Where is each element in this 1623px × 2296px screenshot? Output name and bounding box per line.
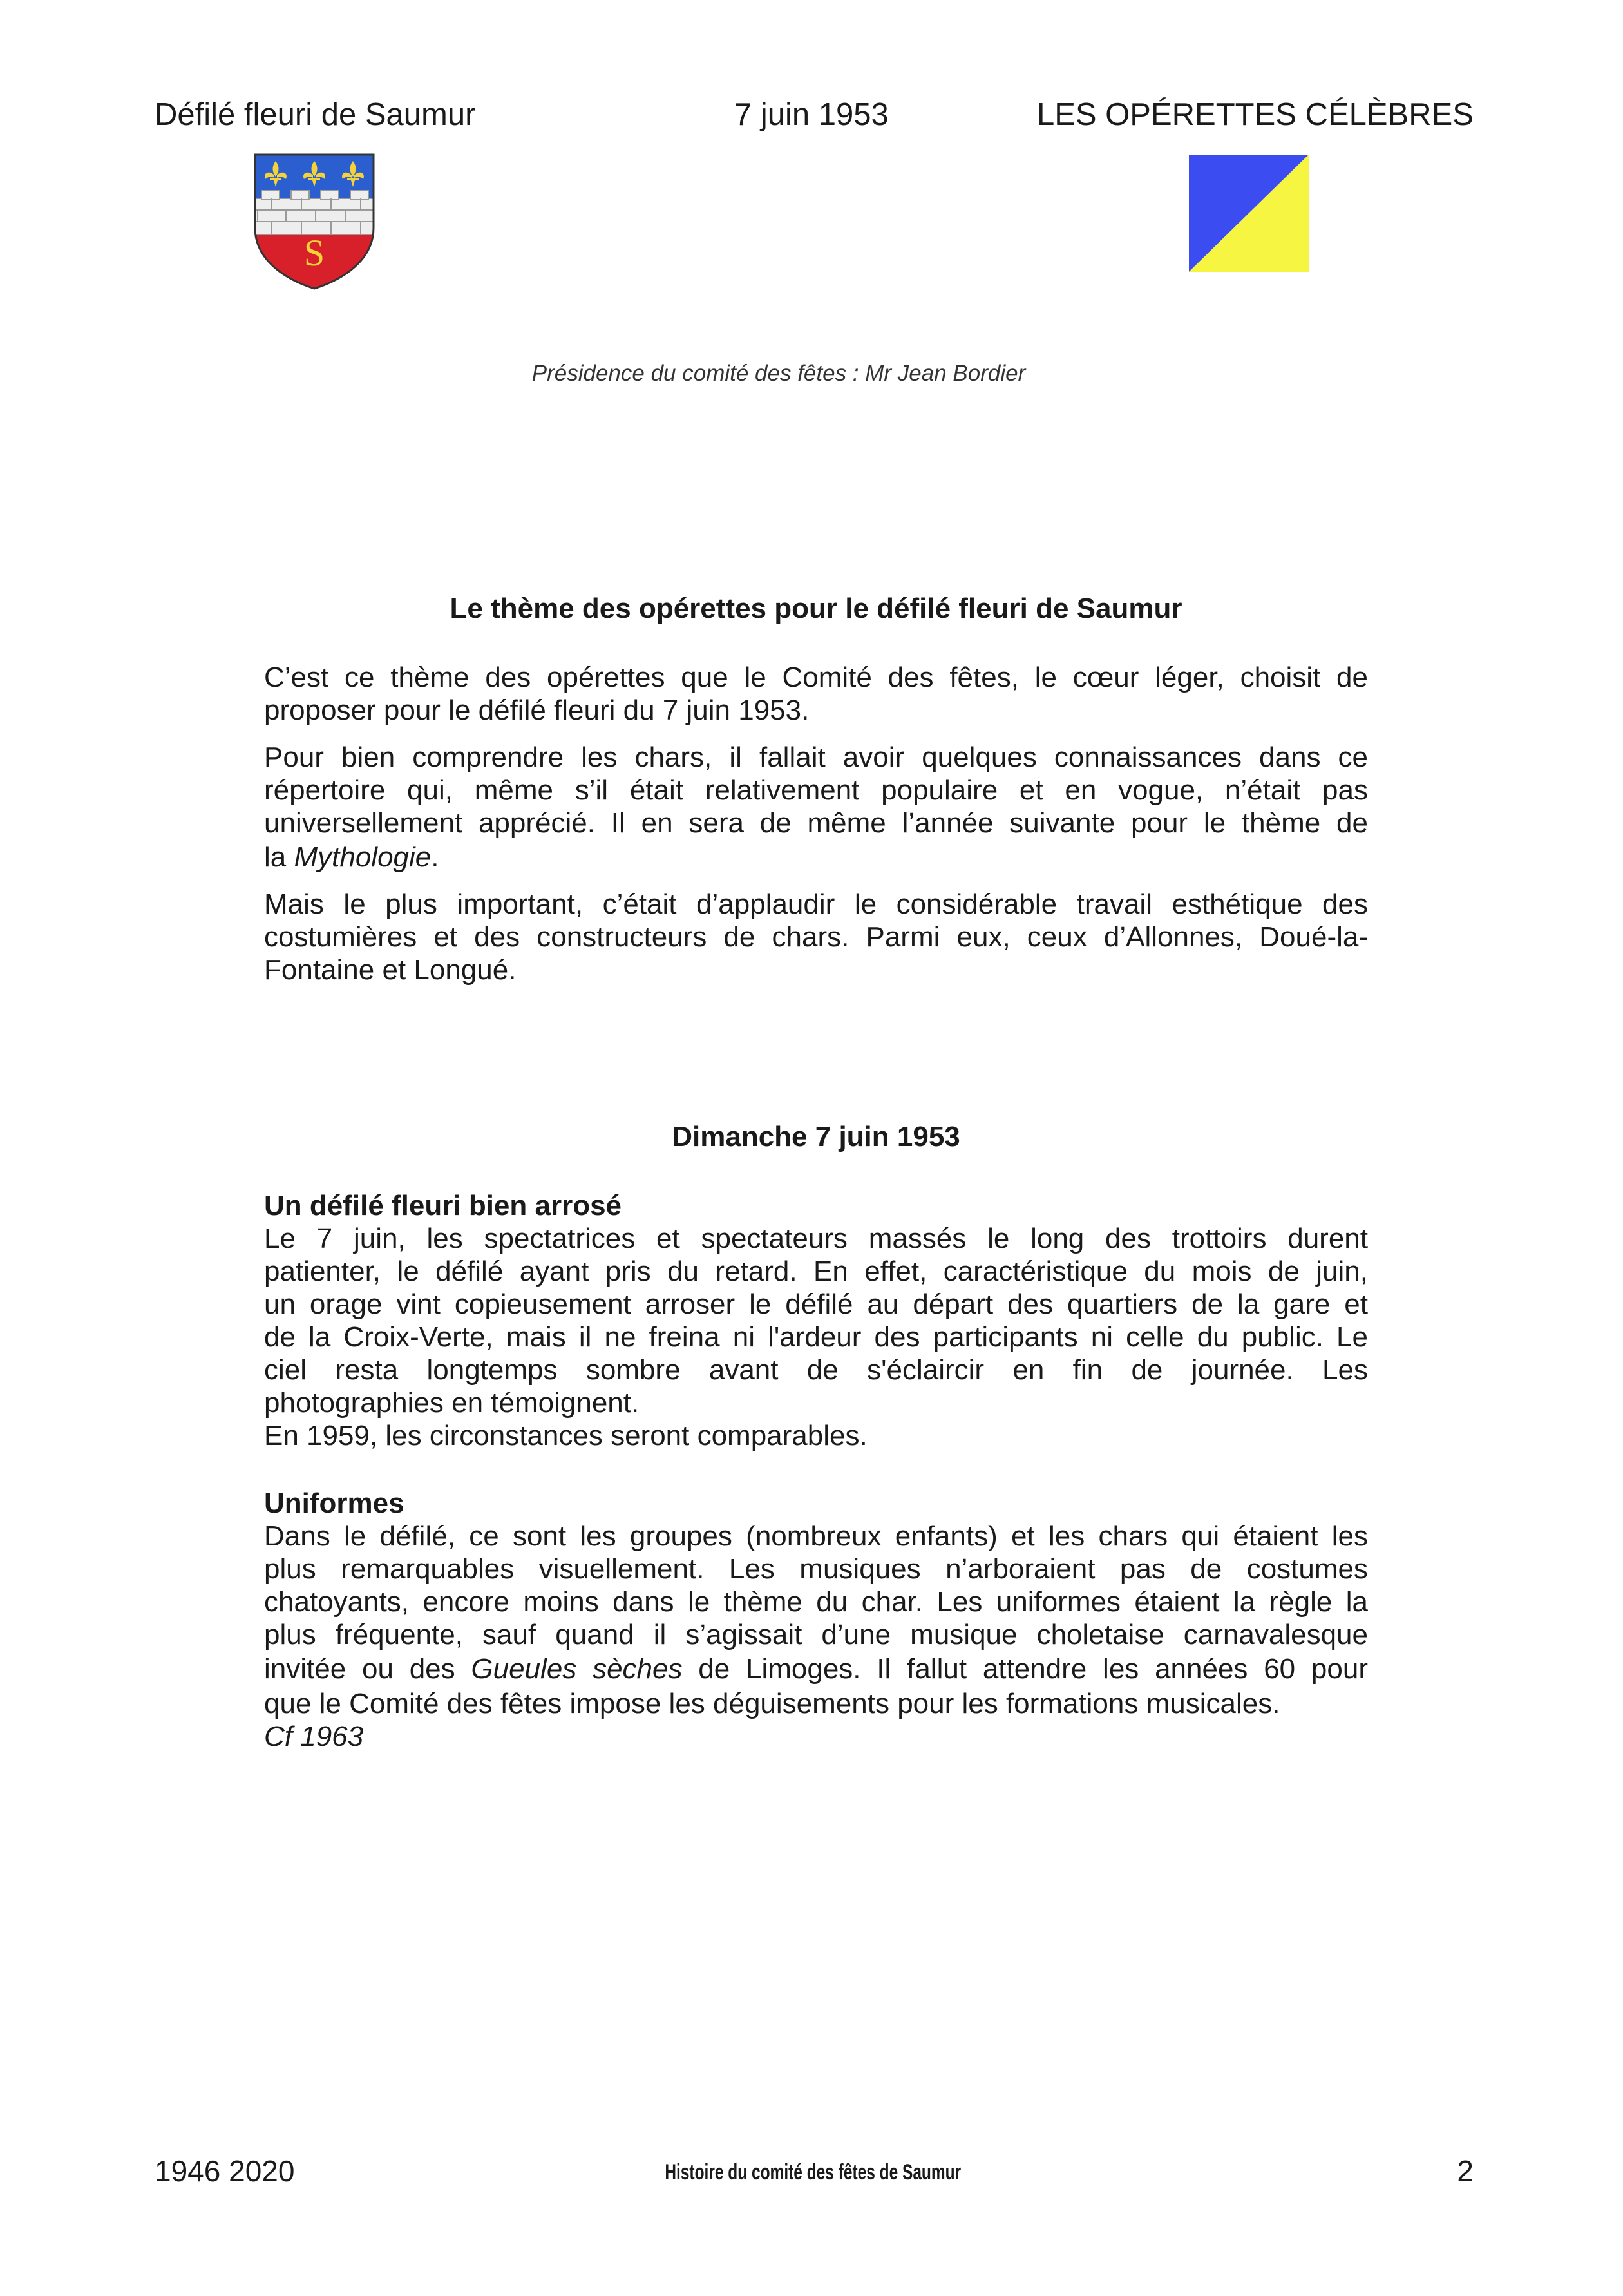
text-line: Le 7 juin, les spectatrices et spectateurs massés le long des trottoirs durent xyxy=(264,1223,1368,1254)
text-line: patienter, le défilé ayant pris du retard. En effet, caractéristique du mois de juin, xyxy=(264,1256,1368,1287)
text-line: de la Croix-Verte, mais il ne freina ni l'ardeur des participants ni celle du public. Le xyxy=(264,1321,1368,1353)
text-line: plus fréquente, sauf quand il s’agissait d’une musique choletaise carnavalesque xyxy=(264,1619,1368,1650)
paragraph-3 xyxy=(264,888,1368,986)
text-line: C’est ce thème des opérettes que le Comité des fêtes, le cœur léger, choisit de xyxy=(264,662,1368,693)
header-theme: LES OPÉRETTES CÉLÈBRES xyxy=(1036,97,1474,132)
text-line: Pour bien comprendre les chars, il fallait avoir quelques connaissances dans ce xyxy=(264,741,1368,773)
text-fragment: la xyxy=(264,841,294,873)
paragraph-uniformes xyxy=(264,1520,1368,1753)
text-line: costumières et des constructeurs de chars. Parmi eux, ceux d’Allonnes, Doué-la- xyxy=(264,921,1368,953)
header-date: 7 juin 1953 xyxy=(734,97,889,132)
text-line: plus remarquables visuellement. Les musiques n’arboraient pas de costumes xyxy=(264,1553,1368,1585)
text-line: que le Comité des fêtes impose les déguisements pour les formations musicales. xyxy=(264,1688,1280,1719)
text-line: photographies en témoignent. xyxy=(264,1387,640,1419)
reference-text: Cf 1963 xyxy=(264,1721,364,1752)
footer-years: 1946 2020 xyxy=(155,2154,295,2188)
text-line: Dans le défilé, ce sont les groupes (nombreux enfants) et les chars qui étaient les xyxy=(264,1520,1368,1552)
text-line xyxy=(264,839,1368,875)
saumur-coat-of-arms-icon xyxy=(252,152,376,290)
text-line: universellement apprécié. Il en sera de même l’année suivante pour le thème de xyxy=(264,807,1368,839)
text-line: Fontaine et Longué. xyxy=(264,954,517,986)
text-line: En 1959, les circonstances seront comparables. xyxy=(264,1420,868,1451)
subheading-defile-arrose: Un défilé fleuri bien arrosé xyxy=(264,1190,622,1221)
text-fragment: de Limoges. Il fallut attendre les années 60 pour xyxy=(682,1653,1368,1685)
text-line: ciel resta longtemps sombre avant de s'éclaircir en fin de journée. Les xyxy=(264,1354,1368,1386)
text-line: répertoire qui, même s’il était relativement populaire et en vogue, n’était pas xyxy=(264,774,1368,806)
header-left-title: Défilé fleuri de Saumur xyxy=(155,97,476,132)
italic-title: Mythologie xyxy=(294,841,432,873)
saumur-flag-icon xyxy=(1189,155,1309,272)
section-title-date: Dimanche 7 juin 1953 xyxy=(672,1121,960,1153)
paragraph-defile-arrose xyxy=(264,1222,1368,1452)
coat-letter: S xyxy=(303,232,325,274)
text-fragment: invitée ou des xyxy=(264,1653,471,1685)
text-line: un orage vint copieusement arroser le défilé au départ des quartiers de la gare et xyxy=(264,1288,1368,1320)
reference-cf xyxy=(264,1720,1368,1753)
section-title-operettes: Le thème des opérettes pour le défilé fleuri de Saumur xyxy=(450,593,1182,624)
text-line: chatoyants, encore moins dans le thème du char. Les uniformes étaient la règle la xyxy=(264,1586,1368,1618)
text-line: Mais le plus important, c’était d’applaudir le considérable travail esthétique des xyxy=(264,888,1368,920)
presidence-line: Présidence du comité des fêtes : Mr Jean Bordier xyxy=(531,361,1026,386)
paragraph-2 xyxy=(264,741,1368,875)
footer-title: Histoire du comité des fêtes de Saumur xyxy=(665,2160,962,2185)
italic-title: Gueules sèches xyxy=(471,1653,683,1685)
text-line xyxy=(264,1651,1368,1687)
text-line: proposer pour le défilé fleuri du 7 juin 1953. xyxy=(264,694,810,726)
text-fragment: . xyxy=(431,841,439,873)
paragraph-1 xyxy=(264,661,1368,727)
subheading-uniformes: Uniformes xyxy=(264,1488,404,1519)
page-number: 2 xyxy=(1457,2154,1474,2188)
